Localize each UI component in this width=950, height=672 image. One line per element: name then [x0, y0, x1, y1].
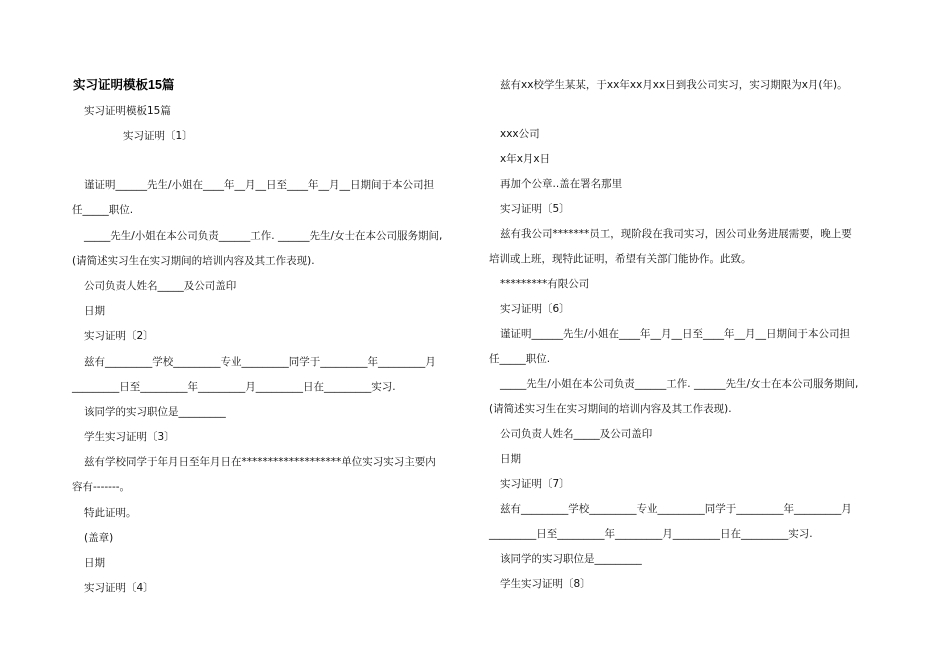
section-heading-2: 实习证明〔2〕 [84, 330, 154, 342]
seal-line: (盖章) [84, 532, 114, 544]
paragraph-line: 兹有xx校学生某某，于xx年xx月xx日到我公司实习，实习期限为x月(年)。 [500, 79, 848, 91]
paragraph-line: 任_____职位. [72, 204, 134, 216]
paragraph-line: 该同学的实习职位是_________ [500, 553, 642, 565]
paragraph-line: 培训或上班，现特此证明，希望有关部门能协作。此致。 [489, 253, 752, 265]
section-heading-3: 学生实习证明〔3〕 [84, 431, 175, 443]
date-line: 日期 [84, 305, 105, 317]
section-heading-6: 实习证明〔6〕 [500, 303, 570, 315]
paragraph-line: 公司负责人姓名_____及公司盖印 [84, 280, 237, 292]
section-heading-7: 实习证明〔7〕 [500, 478, 570, 490]
paragraph-line: 再加个公章..盖在署名那里 [500, 178, 623, 190]
paragraph-line: 公司负责人姓名_____及公司盖印 [500, 428, 653, 440]
subtitle-line: 实习证明模板15篇 [84, 105, 171, 117]
paragraph-line: 任_____职位. [489, 353, 551, 365]
paragraph-line: 该同学的实习职位是_________ [84, 406, 226, 418]
paragraph-line: 谨证明______先生/小姐在____年__月__日至____年__月__日期间于本公司担 [84, 179, 435, 191]
paragraph-line: 谨证明______先生/小姐在____年__月__日至____年__月__日期间于本公司担 [500, 328, 851, 340]
section-heading-5: 实习证明〔5〕 [500, 203, 570, 215]
paragraph-line: _____先生/小姐在本公司负责______工作. ______先生/女士在本公司服务期间, [500, 378, 859, 390]
paragraph-line: (请简述实习生在实习期间的培训内容及其工作表现). [72, 255, 315, 267]
paragraph-line: 兹有我公司*******员工，现阶段在我司实习，因公司业务进展需要，晚上要 [500, 228, 852, 240]
company-line: *********有限公司 [500, 278, 590, 290]
date-line: 日期 [500, 453, 521, 465]
company-line: xxx公司 [500, 128, 540, 140]
paragraph-line: 兹有_________学校_________专业_________同学于_________年_________月 [500, 503, 852, 515]
paragraph-line: 兹有学校同学于年月日至年月日在*******************单位实习实习主要内 [84, 456, 436, 468]
paragraph-line: _________日至_________年_________月_________日在_________实习. [72, 381, 396, 393]
paragraph-line: (请简述实习生在实习期间的培训内容及其工作表现). [489, 403, 732, 415]
section-heading-8: 学生实习证明〔8〕 [500, 578, 591, 590]
section-heading-4: 实习证明〔4〕 [84, 582, 154, 594]
paragraph-line: _____先生/小姐在本公司负责______工作. ______先生/女士在本公司服务期间, [84, 230, 443, 242]
paragraph-line: 特此证明。 [84, 507, 137, 519]
date-line: x年x月x日 [500, 153, 551, 165]
paragraph-line: _________日至_________年_________月_________日在_________实习. [489, 528, 813, 540]
section-heading-1: 实习证明〔1〕 [123, 130, 193, 142]
document-title: 实习证明模板15篇 [73, 78, 175, 92]
date-line: 日期 [84, 557, 105, 569]
paragraph-line: 容有-------。 [72, 481, 131, 493]
paragraph-line: 兹有_________学校_________专业_________同学于_________年_________月 [84, 356, 436, 368]
